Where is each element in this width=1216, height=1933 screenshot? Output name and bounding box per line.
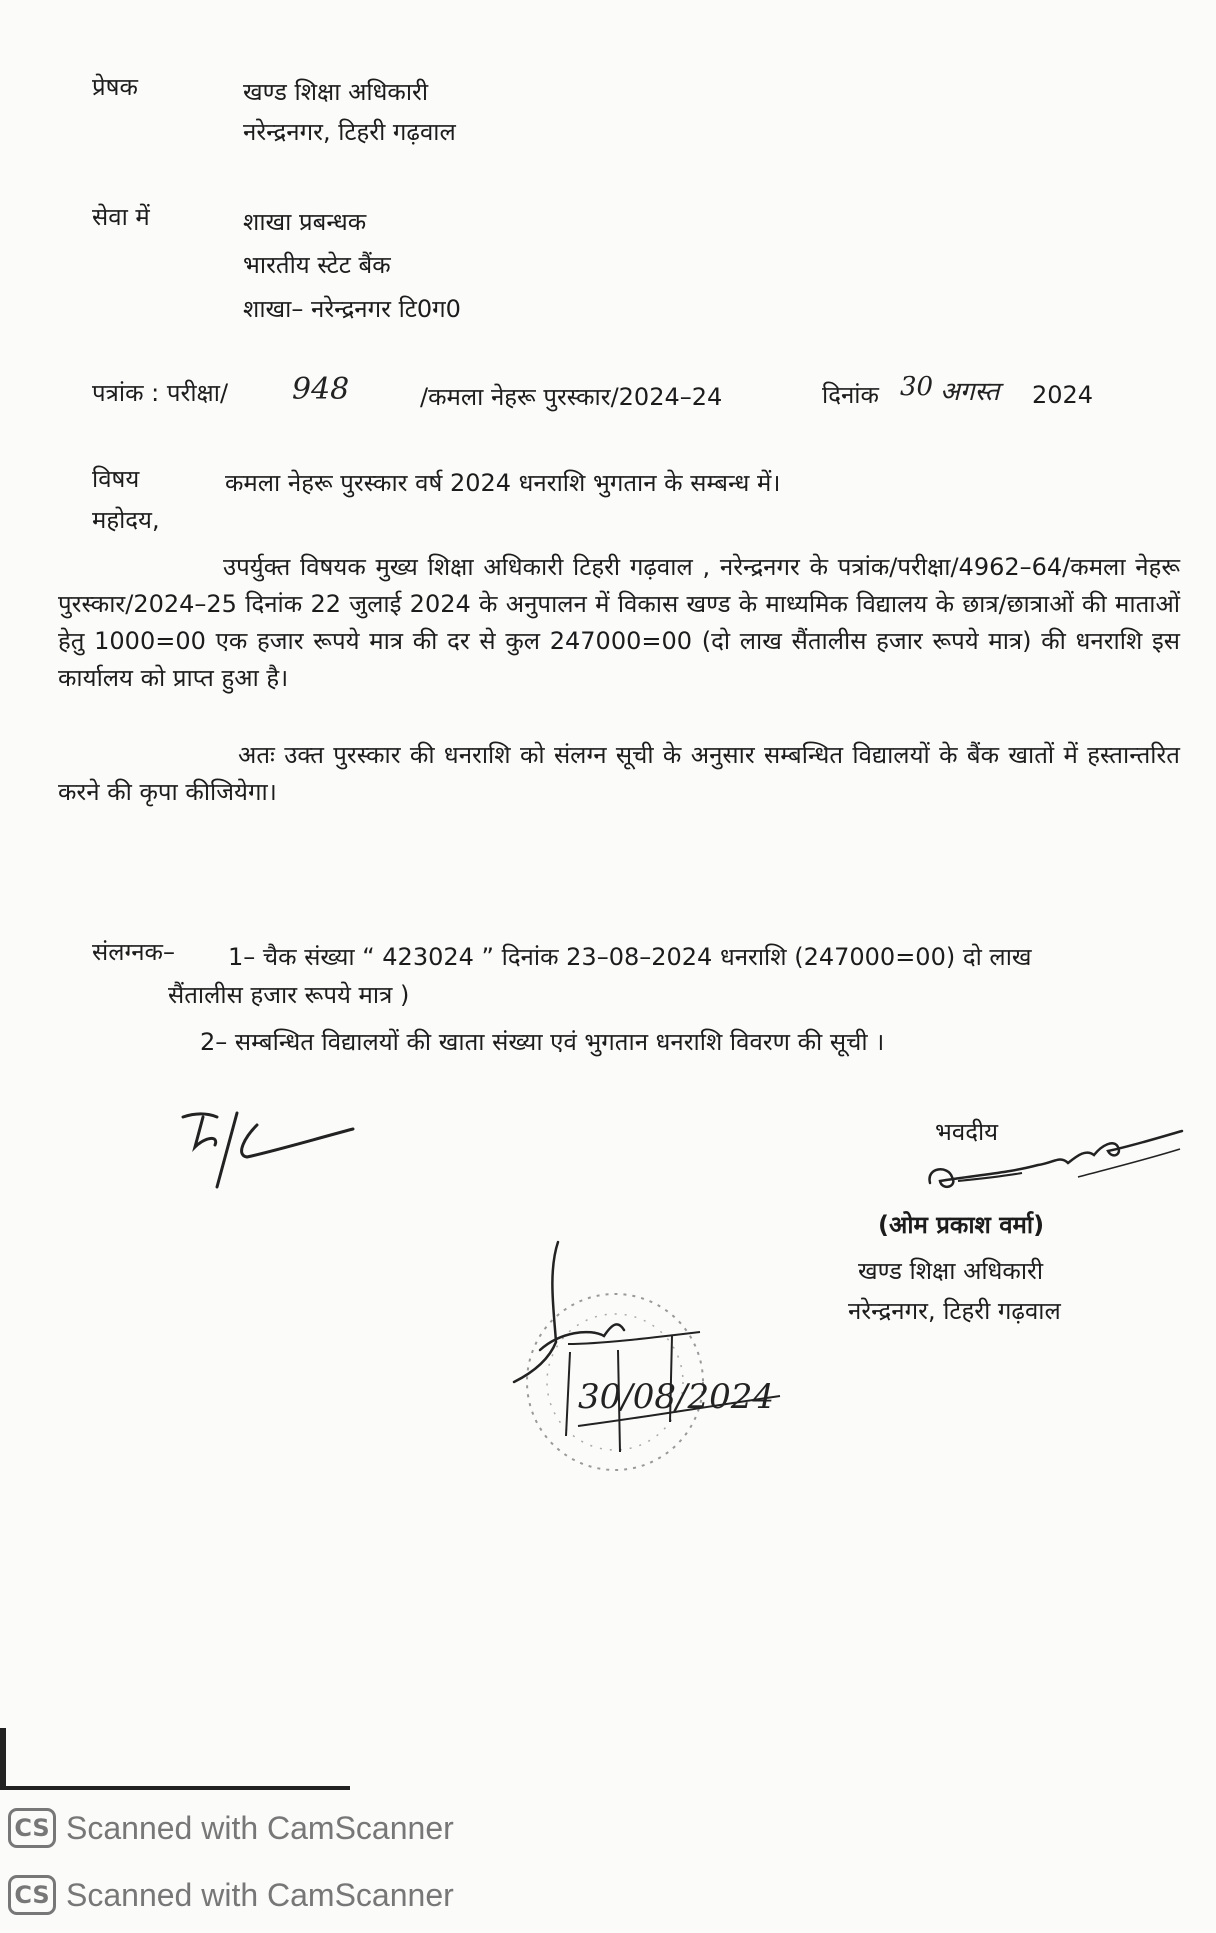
scan-edge-line <box>0 1786 350 1790</box>
subject-text: कमला नेहरू पुरस्कार वर्ष 2024 धनराशि भुगतान के सम्बन्ध में। <box>225 469 781 497</box>
initials-signature <box>175 1105 365 1200</box>
reference-number: 948 <box>292 372 350 407</box>
sender-line-1: खण्ड शिक्षा अधिकारी <box>243 78 429 106</box>
recipient-line-2: भारतीय स्टेट बैंक <box>243 251 391 279</box>
reference-date-year: 2024 <box>1032 381 1094 409</box>
reference-prefix: पत्रांक : परीक्षा/ <box>92 379 229 407</box>
reference-middle: /कमला नेहरू पुरस्कार/2024–24 <box>420 383 723 411</box>
camscanner-logo-icon: CS <box>8 1875 56 1915</box>
watermark-1 <box>8 1808 454 1848</box>
subject-label: विषय <box>92 465 140 493</box>
enclosure-item-1-line-1: 1– चैक संख्या “ 423024 ” दिनांक 23–08–2024 धनराशि (247000=00) दो लाख <box>228 943 1032 971</box>
enclosure-item-2: 2– सम्बन्धित विद्यालयों की खाता संख्या एवं भुगतान धनराशि विवरण की सूची । <box>200 1028 885 1056</box>
recipient-line-3: शाखा– नरेन्द्रनगर टि0ग0 <box>243 295 461 323</box>
camscanner-logo-icon: CS <box>8 1808 56 1848</box>
reference-date-label: दिनांक <box>822 381 879 409</box>
closing: भवदीय <box>935 1118 999 1146</box>
officer-designation: खण्ड शिक्षा अधिकारी <box>858 1257 1044 1285</box>
salutation: महोदय, <box>92 506 160 534</box>
officer-name: (ओम प्रकाश वर्मा) <box>878 1211 1045 1239</box>
body-paragraph-1 <box>58 549 1180 697</box>
reference-date-month: अगस्त <box>940 377 1000 407</box>
received-stamp <box>500 1232 790 1492</box>
sender-line-2: नरेन्द्रनगर, टिहरी गढ़वाल <box>243 118 456 146</box>
recipient-line-1: शाखा प्रबन्धक <box>243 208 367 236</box>
sender-label: प्रेषक <box>92 73 138 101</box>
body-paragraph-2-text: अतः उक्त पुरस्कार की धनराशि को संलग्न सूची के अनुसार सम्बन्धित विद्यालयों के बैंक खातों में हस्तान्तरित करने की कृपा कीजियेगा। <box>58 741 1180 806</box>
received-stamp-date: 30/08/2024 <box>578 1377 774 1417</box>
body-paragraph-2 <box>58 737 1180 811</box>
enclosure-item-1-line-2: सैंतालीस हजार रूपये मात्र ) <box>168 981 410 1009</box>
enclosures-label: संलग्नक– <box>92 938 175 966</box>
watermark-2 <box>8 1875 454 1915</box>
scan-edge-mark <box>0 1728 6 1790</box>
body-paragraph-1-text: उपर्युक्त विषयक मुख्य शिक्षा अधिकारी टिहरी गढ़वाल , नरेन्द्रनगर के पत्रांक/परीक्षा/4962–64/कमला नेहरू पुरस्कार/2024–25 दिनांक 22 जुलाई 2024 के अनुपालन में विकास खण्ड के माध्यमिक विद्यालय के छात्र/छात्राओं की माताओं हेतु 1000=00 एक हजार रूपये मात्र की दर से कुल 247000=00 (दो लाख सैंतालीस हजार रूपये मात्र) की धनराशि इस कार्यालय को प्राप्त हुआ है। <box>58 553 1180 692</box>
watermark-text-1: Scanned with CamScanner <box>66 1809 454 1846</box>
recipient-label: सेवा में <box>92 203 150 231</box>
officer-signature <box>918 1125 1188 1205</box>
watermark-text-2: Scanned with CamScanner <box>66 1876 454 1913</box>
reference-date-day: 30 <box>900 372 934 402</box>
officer-place: नरेन्द्रनगर, टिहरी गढ़वाल <box>848 1297 1061 1325</box>
